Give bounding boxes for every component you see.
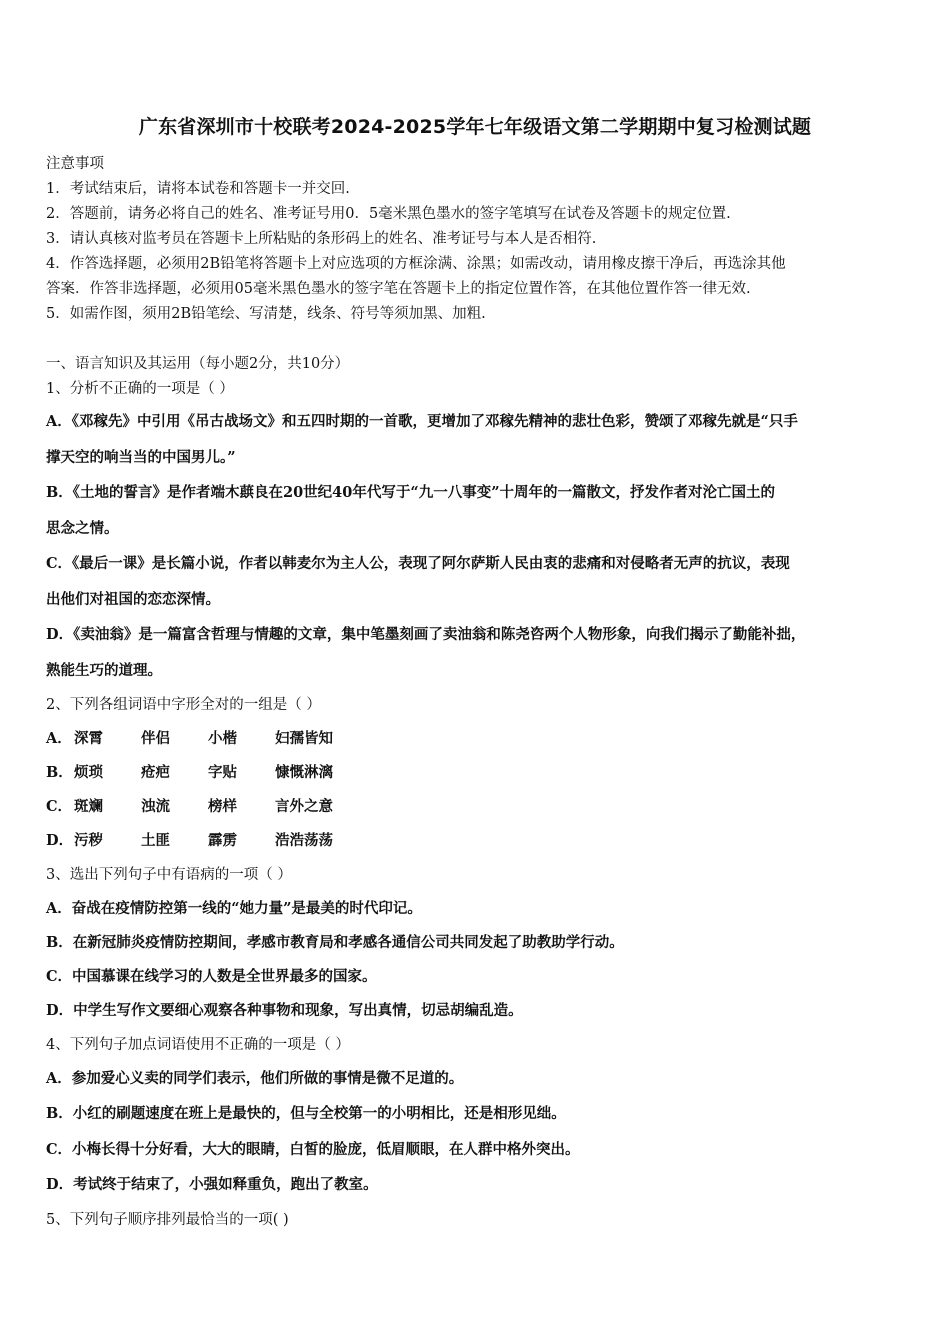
question-2-option-b: B．烦琐 疮疤 字贴 慷慨淋漓 bbox=[46, 764, 333, 781]
question-3-option-d: D．中学生写作文要细心观察各种事物和现象，写出真情，切忌胡编乱造。 bbox=[46, 1002, 523, 1019]
question-1-option-c-cont: 出他们对祖国的恋恋深情。 bbox=[46, 591, 220, 608]
question-1-stem: 1、分析不正确的一项是（ ） bbox=[46, 381, 234, 397]
notice-item: 4．作答选择题，必须用2B铅笔将答题卡上对应选项的方框涂满、涂黑；如需改动，请用橡皮擦干净后，再选涂其他 bbox=[46, 256, 786, 272]
question-1-option-b-cont: 思念之情。 bbox=[46, 520, 119, 537]
question-2-option-d: D．污秽 土匪 霹雳 浩浩荡荡 bbox=[46, 832, 333, 849]
notice-item: 5．如需作图，须用2B铅笔绘、写清楚，线条、符号等须加黑、加粗. bbox=[46, 306, 486, 322]
question-4-option-b: B．小红的刷题速度在班上是最快的，但与全校第一的小明相比，还是相形见绌。 bbox=[46, 1105, 566, 1122]
question-1-option-a-cont: 撑天空的响当当的中国男儿。” bbox=[46, 449, 236, 466]
question-1-option-d: D．《卖油翁》是一篇富含哲理与情趣的文章，集中笔墨刻画了卖油翁和陈尧咨两个人物形象，向我们揭示了勤能补拙， bbox=[46, 626, 806, 643]
question-2-option-c: C． 斑斓 浊流 榜样 言外之意 bbox=[46, 798, 333, 815]
notice-item: 2．答题前，请务必将自己的姓名、准考证号用0．5毫米黑色墨水的签字笔填写在试卷及答题卡的规定位置. bbox=[46, 206, 731, 222]
section-heading: 一、语言知识及其运用（每小题2分，共10分） bbox=[46, 356, 350, 372]
notice-item: 1．考试结束后，请将本试卷和答题卡一并交回. bbox=[46, 181, 350, 197]
question-2-option-a: A． 深霄 伴侣 小楷 妇孺皆知 bbox=[46, 730, 333, 747]
question-4-option-a: A．参加爱心义卖的同学们表示，他们所做的事情是微不足道的。 bbox=[46, 1070, 464, 1087]
question-1-option-a: A．《邓稼先》中引用《吊古战场文》和五四时期的一首歌，更增加了邓稼先精神的悲壮色彩，赞颂了邓稼先就是“只手 bbox=[46, 413, 798, 430]
question-3-option-a: A．奋战在疫情防控第一线的“她力量”是最美的时代印记。 bbox=[46, 900, 422, 917]
question-4-stem: 4、下列句子加点词语使用不正确的一项是（ ） bbox=[46, 1037, 350, 1053]
question-4-option-c: C．小梅长得十分好看，大大的眼睛，白皙的脸庞，低眉顺眼，在人群中格外突出。 bbox=[46, 1141, 580, 1158]
notice-heading: 注意事项 bbox=[46, 156, 104, 172]
notice-item: 答案．作答非选择题，必须用05毫米黑色墨水的签字笔在答题卡上的指定位置作答，在其他位置作答一律无效. bbox=[46, 281, 751, 297]
page-title: 广东省深圳市十校联考2024-2025学年七年级语文第二学期期中复习检测试题 bbox=[138, 116, 812, 138]
question-3-option-b: B．在新冠肺炎疫情防控期间，孝感市教育局和孝感各通信公司共同发起了助教助学行动。 bbox=[46, 934, 624, 951]
question-4-option-d: D．考试终于结束了，小强如释重负，跑出了教室。 bbox=[46, 1176, 378, 1193]
notice-item: 3．请认真核对监考员在答题卡上所粘贴的条形码上的姓名、准考证号与本人是否相符. bbox=[46, 231, 597, 247]
question-3-option-c: C．中国慕课在线学习的人数是全世界最多的国家。 bbox=[46, 968, 377, 985]
question-1-option-d-cont: 熟能生巧的道理。 bbox=[46, 662, 162, 679]
question-1-option-c: C．《最后一课》是长篇小说，作者以韩麦尔为主人公，表现了阿尔萨斯人民由衷的悲痛和对侵略者无声的抗议，表现 bbox=[46, 555, 790, 572]
question-3-stem: 3、选出下列句子中有语病的一项（ ） bbox=[46, 867, 292, 883]
question-1-option-b: B．《土地的誓言》是作者端木蕻良在20世纪40年代写于“九一八事变”十周年的一篇散文，抒发作者对沦亡国土的 bbox=[46, 484, 776, 501]
question-2-stem: 2、下列各组词语中字形全对的一组是（ ） bbox=[46, 697, 321, 713]
question-5-stem: 5、下列句子顺序排列最恰当的一项( ) bbox=[46, 1212, 289, 1228]
